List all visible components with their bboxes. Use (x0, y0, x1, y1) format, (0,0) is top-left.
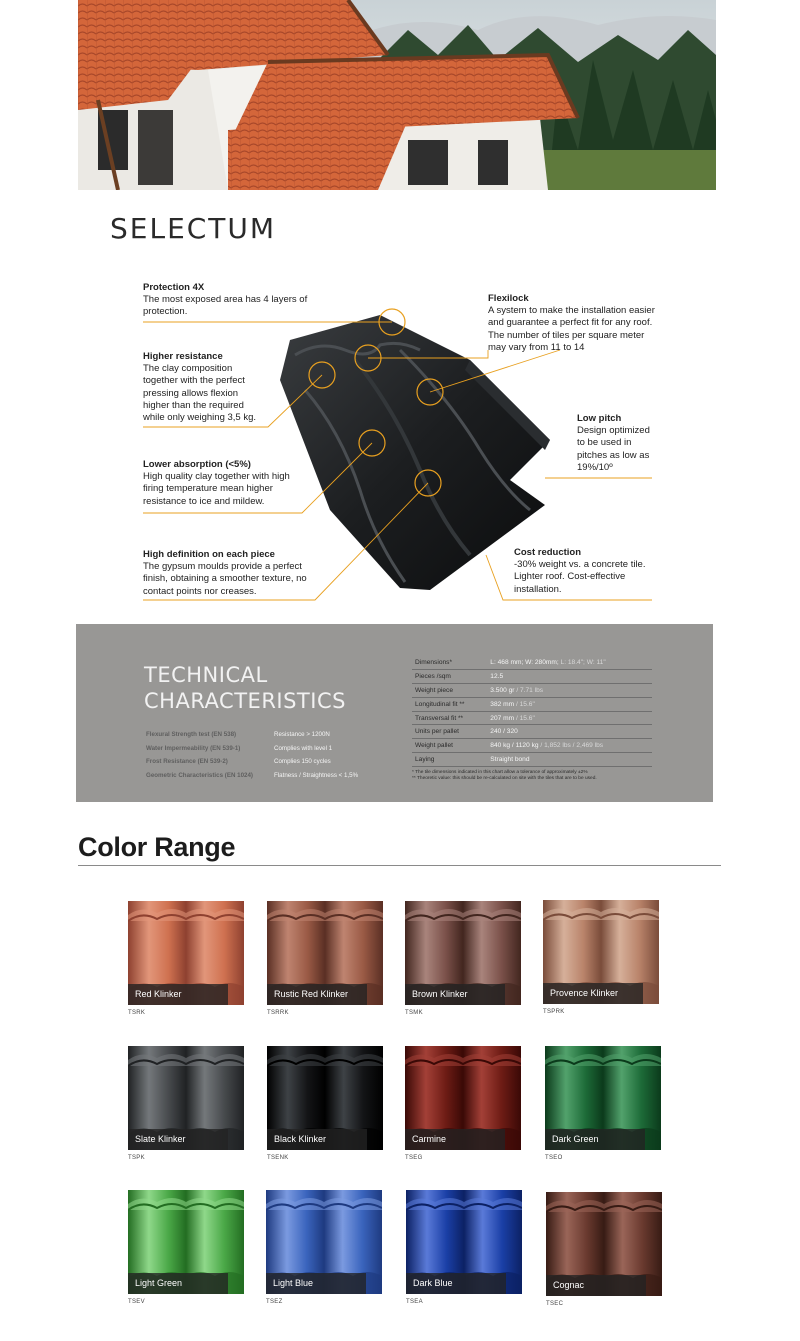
color-name-label: Cognac (546, 1275, 646, 1296)
feature-absorption (143, 459, 308, 508)
spec-imperial: / 15.6" (515, 700, 535, 708)
color-swatch[interactable] (128, 901, 244, 1016)
color-name-label: Brown Klinker (405, 984, 505, 1005)
feature-title: Lower absorption (<5%) (143, 459, 251, 470)
tile-sample-image (128, 1190, 244, 1294)
feature-cost (514, 547, 659, 596)
feature-title: Low pitch (577, 413, 622, 424)
tile-sample-image (406, 1190, 522, 1294)
spec-metric: 207 mm (490, 714, 515, 722)
tile-sample-image (128, 1046, 244, 1150)
table-row (412, 711, 652, 725)
standard-value: Flatness / Straightness < 1,5% (274, 771, 359, 779)
standard-row (146, 755, 376, 769)
standard-row (146, 728, 376, 742)
feature-desc: A system to make the installation easier and guarantee a perfect fit for any roof. The number of tiles per square meter may vary from 11 to 14 (488, 305, 655, 353)
feature-flexilock (488, 293, 656, 354)
feature-desc: The clay composition together with the perfect pressing allows flexion higher than the required while only weighing 3,5 kg. (143, 363, 257, 424)
spec-label: Weight pallet (412, 739, 487, 753)
product-code: TSENK (267, 1155, 289, 1161)
tile-sample-image (405, 1046, 521, 1150)
color-name-label: Dark Blue (406, 1273, 506, 1294)
spec-label: Longitudinal fit ** (412, 697, 487, 711)
product-code: TSEC (546, 1301, 564, 1307)
spec-label: Dimensions* (412, 656, 487, 670)
tile-sample-image (266, 1190, 382, 1294)
tile-sample-image (267, 1046, 383, 1150)
spec-imperial: / 15.6" (515, 714, 535, 722)
spec-value (487, 725, 652, 739)
hero-image (78, 0, 716, 190)
tile-sample-image (546, 1192, 662, 1296)
feature-desc: The most exposed area has 4 layers of protection. (143, 294, 308, 318)
color-swatch[interactable] (128, 1190, 244, 1305)
feature-protection (143, 282, 323, 319)
color-name-label: Carmine (405, 1129, 505, 1150)
feature-definition (143, 549, 318, 598)
spec-label: Pieces /sqm (412, 670, 487, 684)
table-row (412, 739, 652, 753)
color-swatch[interactable] (406, 1190, 522, 1305)
product-code: TSEG (405, 1155, 423, 1161)
spec-imperial: / 7.71 lbs (516, 686, 544, 694)
table-row (412, 670, 652, 684)
spec-label: Weight piece (412, 684, 487, 698)
color-name-label: Light Blue (266, 1273, 366, 1294)
standards-list (146, 728, 376, 782)
spec-label: Laying (412, 753, 487, 767)
product-code: TSRRK (267, 1010, 289, 1016)
spec-metric: 240 / 320 (490, 728, 518, 736)
color-swatch[interactable] (267, 901, 383, 1016)
standard-value: Resistance > 1200N (274, 731, 330, 739)
table-row (412, 753, 652, 767)
footnote: * The tile dimensions indicated in this chart allow a tolerance of approximately ±2% (412, 770, 588, 775)
color-swatch[interactable] (266, 1190, 382, 1305)
feature-title: Protection 4X (143, 282, 205, 293)
color-name-label: Black Klinker (267, 1129, 367, 1150)
color-name-label: Red Klinker (128, 984, 228, 1005)
spec-label: Transversal fit ** (412, 711, 487, 725)
table-row (412, 697, 652, 711)
spec-metric: 382 mm (490, 700, 515, 708)
color-swatch[interactable] (128, 1046, 244, 1161)
tile-sample-image (267, 901, 383, 1005)
table-row (412, 725, 652, 739)
feature-resistance (143, 351, 265, 424)
color-range-heading: Color Range (78, 832, 236, 862)
spec-value (487, 739, 652, 753)
feature-desc: Design optimized to be used in pitches as low as 19%/10º (577, 425, 650, 473)
color-swatch[interactable] (545, 1046, 661, 1161)
technical-title: TECHNICAL CHARACTERISTICS (144, 663, 346, 713)
tile-sample-image (128, 901, 244, 1005)
product-code: TSMK (405, 1010, 423, 1016)
product-code: TSEA (406, 1299, 423, 1305)
spec-value (487, 697, 652, 711)
tile-sample-image (405, 901, 521, 1005)
color-name-label: Slate Klinker (128, 1129, 228, 1150)
product-code: TSPK (128, 1155, 145, 1161)
spec-value (487, 711, 652, 725)
footnote: ** Theoretic value: this should be re-calculated on site with the tiles that are to be used. (412, 776, 597, 781)
feature-title: Flexilock (488, 293, 529, 304)
feature-desc: -30% weight vs. a concrete tile. Lighter roof. Cost-effective installation. (514, 559, 646, 595)
feature-title: Higher resistance (143, 351, 223, 362)
standard-value: Complies 150 cycles (274, 758, 331, 766)
color-swatch[interactable] (546, 1192, 662, 1307)
spec-value (487, 670, 652, 684)
color-swatch[interactable] (405, 901, 521, 1016)
product-code: TSRK (128, 1010, 146, 1016)
standard-name: Frost Resistance (EN 539-2) (146, 758, 228, 766)
spec-metric: 3.500 gr (490, 686, 515, 694)
feature-title: High definition on each piece (143, 549, 275, 560)
feature-desc: High quality clay together with high firing temperature mean higher resistance to ice and mildew. (143, 471, 290, 507)
technical-panel (76, 624, 713, 802)
spec-value (487, 656, 652, 670)
product-code: TSPRK (543, 1009, 565, 1015)
color-name-label: Rustic Red Klinker (267, 984, 367, 1005)
spec-metric: 12.5 (490, 673, 504, 681)
tile-sample-image (545, 1046, 661, 1150)
product-title: SELECTUM (110, 212, 277, 245)
spec-metric: 840 kg / 1120 kg (490, 742, 539, 750)
spec-metric: Straight bond (490, 755, 530, 763)
spec-value (487, 753, 652, 767)
feature-diagram (0, 270, 800, 610)
product-code: TSEO (545, 1155, 563, 1161)
table-row (412, 684, 652, 698)
feature-title: Cost reduction (514, 547, 582, 558)
spec-imperial: L: 18.4"; W: 11" (560, 659, 606, 667)
tile-illustration (0, 270, 800, 610)
tile-sample-image (543, 900, 659, 1004)
feature-low-pitch (577, 413, 655, 474)
standard-row (146, 769, 376, 783)
standard-name: Flexural Strength test (EN 538) (146, 731, 237, 739)
spec-metric: L: 468 mm; W: 280mm; (490, 659, 559, 667)
spec-imperial: / 1,852 lbs / 2,469 lbs (540, 742, 604, 750)
product-code: TSEZ (266, 1299, 283, 1305)
divider (78, 865, 721, 866)
standard-row (146, 742, 376, 756)
spec-label: Units per pallet (412, 725, 487, 739)
color-name-label: Light Green (128, 1273, 228, 1294)
spec-value (487, 684, 652, 698)
standard-value: Complies with level 1 (274, 744, 333, 752)
color-swatch[interactable] (543, 900, 659, 1015)
footnotes (412, 770, 597, 782)
color-swatch[interactable] (267, 1046, 383, 1161)
color-name-label: Provence Klinker (543, 983, 643, 1004)
product-code: TSEV (128, 1299, 145, 1305)
color-name-label: Dark Green (545, 1129, 645, 1150)
color-swatch[interactable] (405, 1046, 521, 1161)
feature-desc: The gypsum moulds provide a perfect finish, obtaining a smoother texture, no contact points nor creases. (143, 561, 307, 597)
table-row (412, 656, 652, 670)
standard-name: Geometric Characteristics (EN 1024) (146, 771, 253, 779)
spec-table (412, 656, 652, 767)
standard-name: Water Impermeability (EN 539-1) (146, 744, 241, 752)
